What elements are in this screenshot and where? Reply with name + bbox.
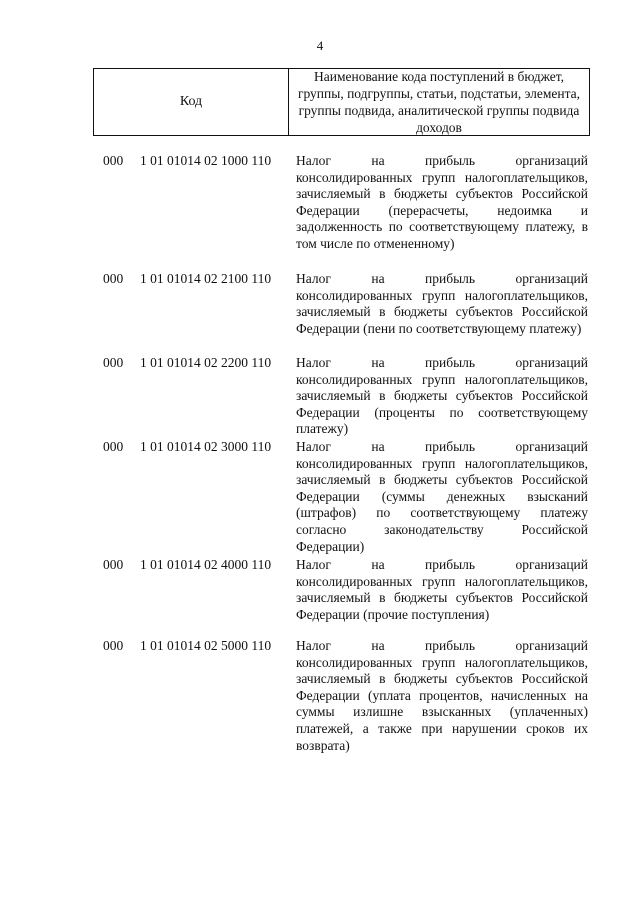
revenue-code: 1 01 01014 02 2100 110 [140,271,272,286]
admin-code: 000 [103,153,124,168]
admin-code: 000 [103,557,124,572]
revenue-code: 1 01 01014 02 5000 110 [140,638,272,653]
header-code-cell: Код [94,69,289,135]
revenue-description: Налог на прибыль организаций консолидированных групп налогоплательщиков, зачисляемый в бюджеты субъектов Российской Федерации (суммы денежных взысканий (штрафов) по соответствующему платежу согласно законодательству Российской Федерации) [296,439,588,554]
admin-code: 000 [103,439,124,454]
revenue-code: 1 01 01014 02 3000 110 [140,439,272,454]
page-number: 4 [316,38,324,53]
table-header [93,68,590,136]
revenue-code: 1 01 01014 02 2200 110 [140,355,272,370]
revenue-description: Налог на прибыль организаций консолидированных групп налогоплательщиков, зачисляемый в бюджеты субъектов Российской Федерации (пени по соответствующему платежу) [296,271,588,336]
header-name-cell: Наименование кода поступлений в бюджет, группы, подгруппы, статьи, подстатьи, элемента, группы подвида, аналитической группы подвида доходов [297,69,581,135]
revenue-description: Налог на прибыль организаций консолидированных групп налогоплательщиков, зачисляемый в бюджеты субъектов Российской Федерации (уплата процентов, начисленных на суммы излишне взысканных (уплаченных) платежей, а также при нарушении сроков их возврата) [296,638,588,753]
revenue-code: 1 01 01014 02 4000 110 [140,557,272,572]
admin-code: 000 [103,271,124,286]
revenue-description: Налог на прибыль организаций консолидированных групп налогоплательщиков, зачисляемый в бюджеты субъектов Российской Федерации (проценты по соответствующему платежу) [296,355,588,437]
revenue-code: 1 01 01014 02 1000 110 [140,153,272,168]
revenue-description: Налог на прибыль организаций консолидированных групп налогоплательщиков, зачисляемый в бюджеты субъектов Российской Федерации (прочие поступления) [296,557,588,622]
admin-code: 000 [103,355,124,370]
admin-code: 000 [103,638,124,653]
revenue-description: Налог на прибыль организаций консолидированных групп налогоплательщиков, зачисляемый в бюджеты субъектов Российской Федерации (перерасчеты, недоимка и задолженность по соответствующему платежу, в том числе по отмененному) [296,153,588,251]
